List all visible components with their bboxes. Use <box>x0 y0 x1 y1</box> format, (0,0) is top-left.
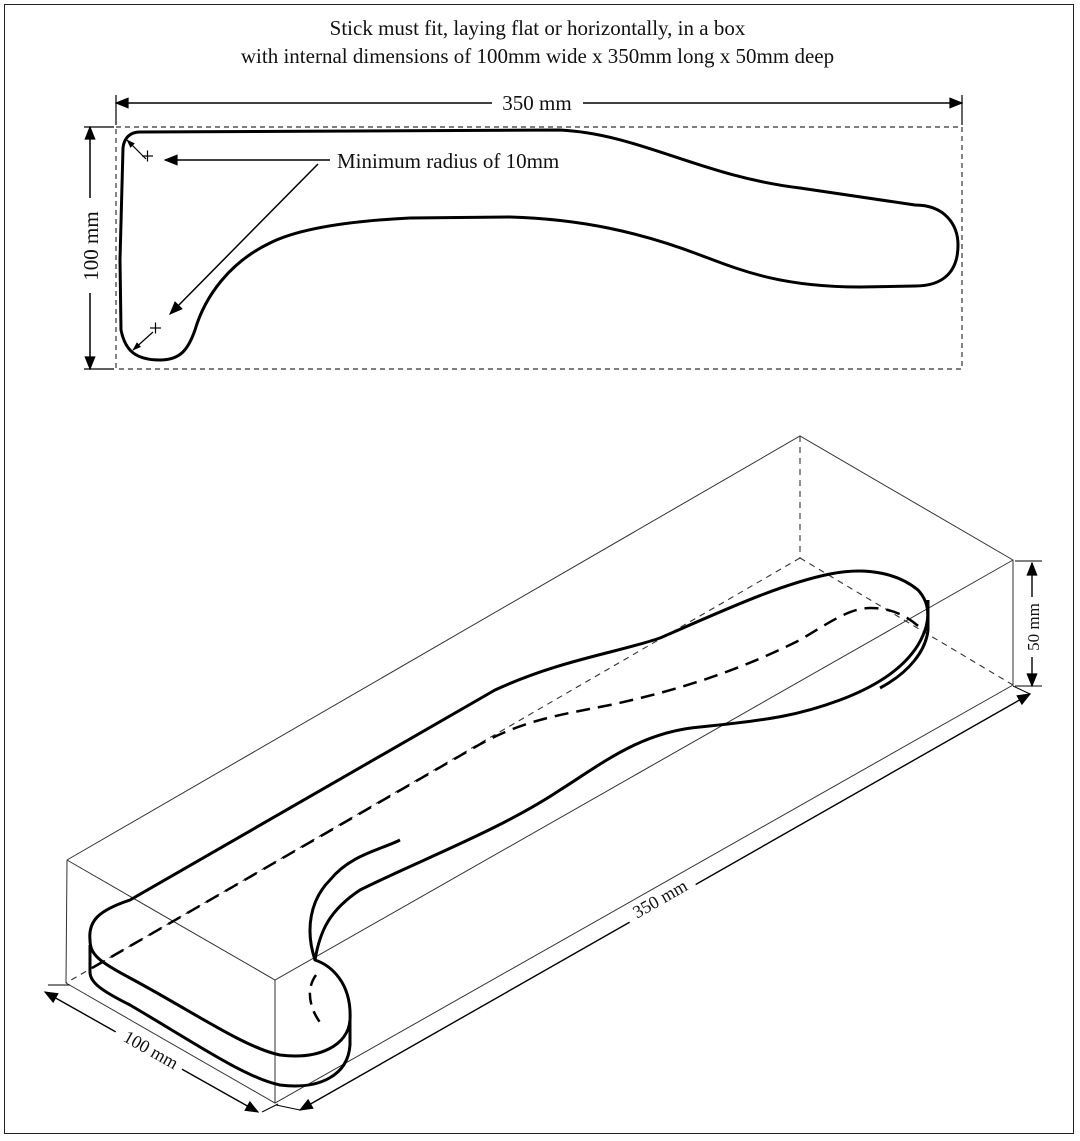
radius-marker-lower <box>133 323 161 351</box>
radius-leader-lower <box>170 164 318 314</box>
top-width-label: 100 mm <box>79 211 103 281</box>
title-line-1: Stick must fit, laying flat or horizontally, in a box <box>329 16 746 40</box>
stick-hidden-outline-iso <box>92 608 925 968</box>
iso-length-label: 350 mm <box>629 875 691 923</box>
stick-outline-iso-top <box>90 571 928 1056</box>
radius-marker-upper <box>127 140 153 162</box>
radius-note-label: Minimum radius of 10mm <box>337 149 560 173</box>
iso-depth-label: 50 mm <box>1024 603 1043 651</box>
iso-length-tick-a <box>276 1105 300 1110</box>
stick-hidden-heel-iso <box>310 975 322 1025</box>
iso-view <box>45 436 1046 1112</box>
iso-length-tick-b <box>1013 686 1030 694</box>
stick-outline-iso-inner-curve <box>310 840 400 960</box>
iso-width-tick-b <box>262 1104 278 1112</box>
iso-box-edges <box>66 436 1013 1103</box>
top-view <box>79 91 962 369</box>
title-line-2: with internal dimensions of 100mm wide x 350mm long x 50mm deep <box>240 44 835 68</box>
iso-width-label: 100 mm <box>120 1026 182 1074</box>
stick-outline-iso-bottom <box>90 945 350 1086</box>
top-length-label: 350 mm <box>502 91 572 115</box>
